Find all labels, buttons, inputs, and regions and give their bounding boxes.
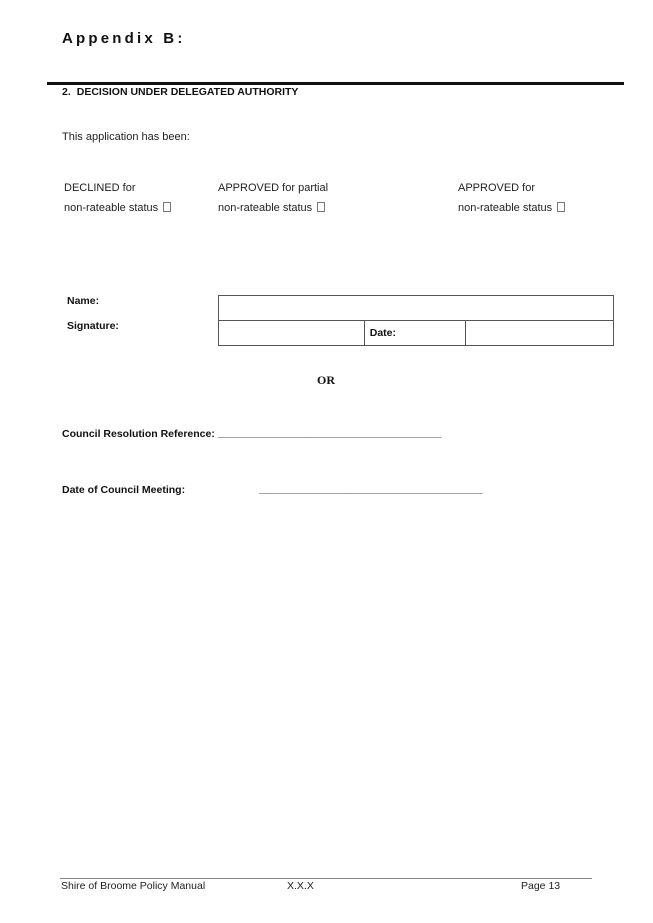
option-partial-line2 xyxy=(218,202,325,214)
option-approved-line2 xyxy=(458,202,565,214)
resolution-label: Council Resolution Reference: xyxy=(62,428,215,440)
declined-checkbox[interactable] xyxy=(163,202,171,212)
appendix-title: Appendix B: xyxy=(62,30,186,47)
section-title: DECISION UNDER DELEGATED AUTHORITY xyxy=(76,86,299,98)
option-declined-label: non-rateable status xyxy=(64,202,159,214)
option-declined-line2 xyxy=(64,202,171,214)
section-heading xyxy=(62,86,298,98)
option-approved-label: non-rateable status xyxy=(458,202,553,214)
signature-label: Signature: xyxy=(67,320,119,332)
name-field[interactable] xyxy=(219,296,614,321)
resolution-field[interactable]: _________________________________________ xyxy=(218,427,442,439)
footer-page-number: Page 13 xyxy=(521,880,561,892)
date-label: Date: xyxy=(369,327,396,339)
name-label: Name: xyxy=(67,295,100,307)
date-label-cell xyxy=(364,321,466,346)
footer-version: X.X.X xyxy=(287,880,314,892)
option-approved-line1: APPROVED for xyxy=(458,182,536,194)
option-partial-line1: APPROVED for partial xyxy=(218,182,329,194)
date-field[interactable] xyxy=(466,321,614,346)
meeting-date-label: Date of Council Meeting: xyxy=(62,484,186,496)
signoff-table xyxy=(218,295,614,346)
footer-manual-title: Shire of Broome Policy Manual xyxy=(61,880,206,892)
meeting-date-field[interactable]: _________________________________________ xyxy=(259,483,483,495)
approved-checkbox[interactable] xyxy=(557,202,565,212)
partial-checkbox[interactable] xyxy=(317,202,325,212)
option-partial-label: non-rateable status xyxy=(218,202,313,214)
section-divider xyxy=(47,82,624,85)
or-separator: OR xyxy=(317,373,335,387)
section-number: 2. xyxy=(62,86,71,98)
footer-divider xyxy=(60,878,592,879)
signature-field[interactable] xyxy=(219,321,365,346)
option-declined-line1: DECLINED for xyxy=(64,182,136,194)
intro-text: This application has been: xyxy=(62,131,190,143)
